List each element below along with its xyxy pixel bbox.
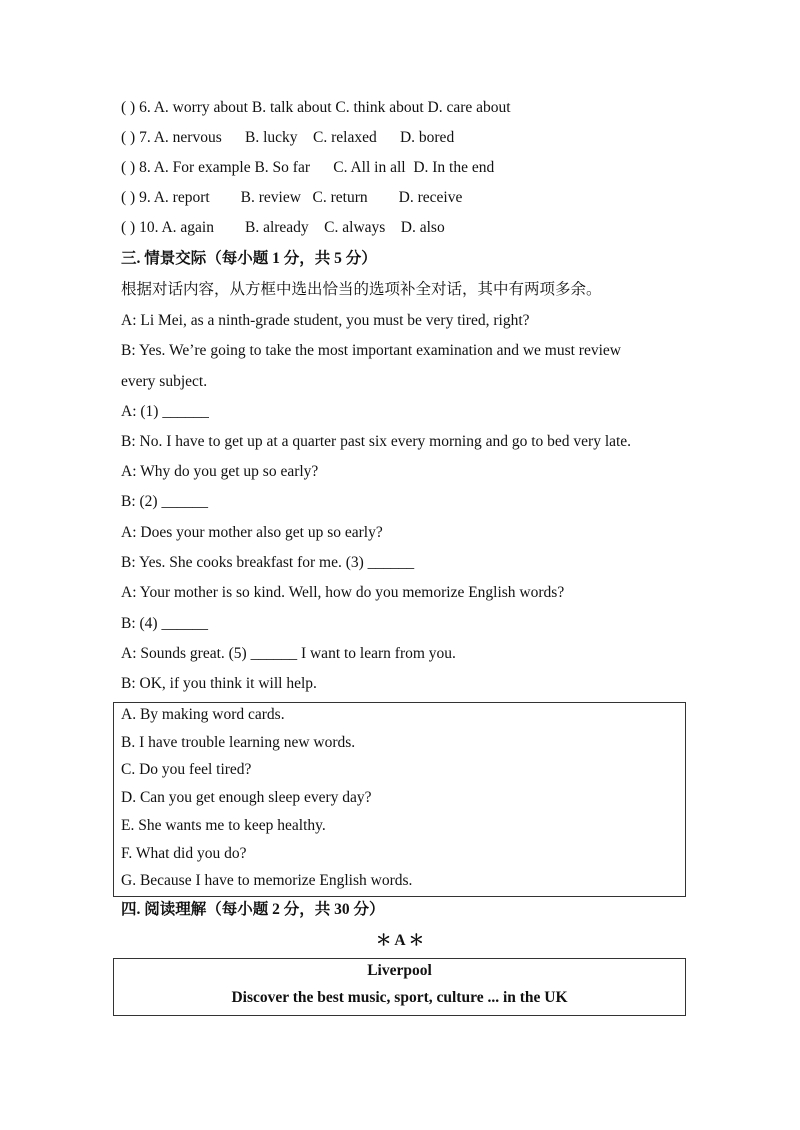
passage-title: Liverpool <box>367 962 432 979</box>
option-a: A. By making word cards. <box>121 706 285 723</box>
dialogue-line: A: (1) ______ <box>121 403 209 420</box>
dialogue-line: A: Your mother is so kind. Well, how do you memorize English words? <box>121 584 565 601</box>
dialogue-line: B: OK, if you think it will help. <box>121 675 317 692</box>
dialogue-line: A: Does your mother also get up so early? <box>121 524 383 541</box>
dialogue-line: B: Yes. We’re going to take the most important examination and we must review <box>121 342 621 359</box>
passage-subtitle: Discover the best music, sport, culture ... in the UK <box>231 989 568 1006</box>
dialogue-line: B: No. I have to get up at a quarter past six every morning and go to bed very late. <box>121 433 632 450</box>
option-b: B. I have trouble learning new words. <box>121 734 356 751</box>
option-d: D. Can you get enough sleep every day? <box>121 789 372 806</box>
dialogue-line: A: Sounds great. (5) ______ I want to learn from you. <box>121 645 456 662</box>
options-box <box>113 702 686 897</box>
question-7: ( ) 7. A. nervous B. lucky C. relaxed D. bored <box>121 129 455 146</box>
option-g: G. Because I have to memorize English words. <box>121 872 413 889</box>
section-4-heading: 四. 阅读理解（每小题 2 分，共 30 分） <box>121 901 385 918</box>
passage-title-box <box>113 958 686 1016</box>
dialogue-line: A: Li Mei, as a ninth-grade student, you must be very tired, right? <box>121 312 530 329</box>
section-3-heading: 三. 情景交际（每小题 1 分，共 5 分） <box>121 250 377 267</box>
question-10: ( ) 10. A. again B. already C. always D. also <box>121 219 445 236</box>
question-8: ( ) 8. A. For example B. So far C. All in all D. In the end <box>121 159 495 176</box>
dialogue-line: A: Why do you get up so early? <box>121 463 319 480</box>
passage-marker: ＊ A ＊ <box>375 932 425 949</box>
option-c: C. Do you feel tired? <box>121 761 252 778</box>
option-e: E. She wants me to keep healthy. <box>121 817 326 834</box>
dialogue-line: B: (2) ______ <box>121 493 208 510</box>
question-9: ( ) 9. A. report B. review C. return D. receive <box>121 189 463 206</box>
dialogue-line: B: (4) ______ <box>121 615 208 632</box>
question-6: ( ) 6. A. worry about B. talk about C. think about D. care about <box>121 99 511 116</box>
section-3-instruction: 根据对话内容，从方框中选出恰当的选项补全对话，其中有两项多余。 <box>121 281 602 298</box>
option-f: F. What did you do? <box>121 845 247 862</box>
dialogue-line: every subject. <box>121 373 208 390</box>
dialogue-line: B: Yes. She cooks breakfast for me. (3) ______ <box>121 554 415 571</box>
